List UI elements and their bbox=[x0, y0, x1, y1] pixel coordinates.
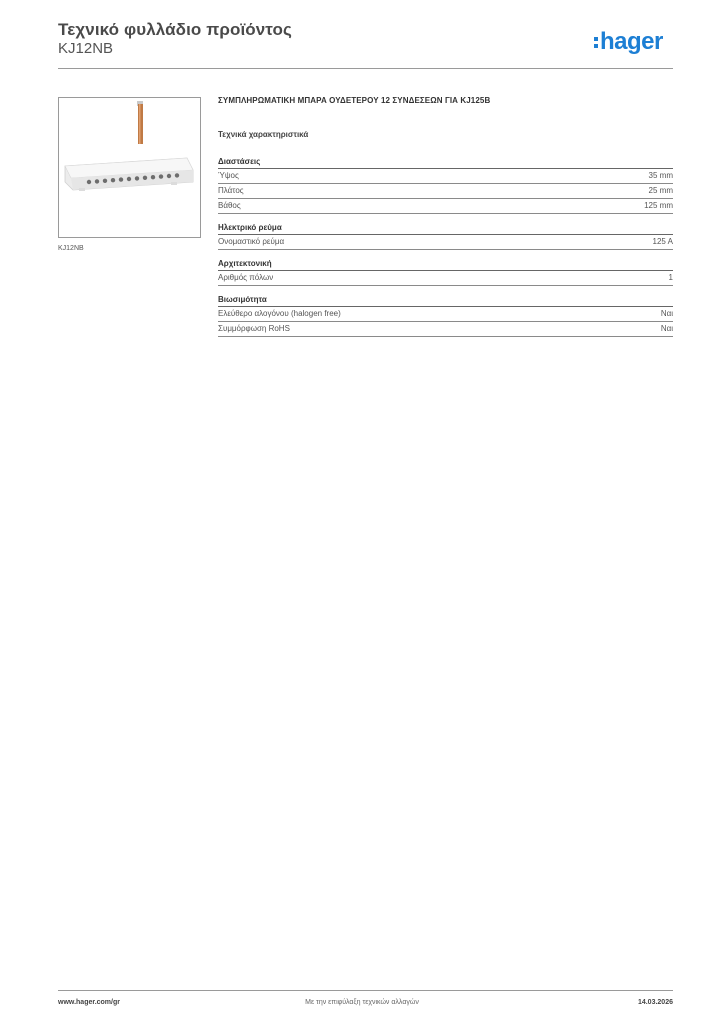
logo-dots-icon bbox=[594, 37, 598, 48]
product-reference: KJ12NB bbox=[58, 40, 114, 57]
spec-group-title: Ηλεκτρικό ρεύμα bbox=[218, 223, 673, 235]
spec-row bbox=[218, 271, 673, 286]
spec-value: 25 mm bbox=[648, 186, 673, 195]
spec-label: Αριθμός πόλων bbox=[218, 273, 274, 282]
spec-group-title: Αρχιτεκτονική bbox=[218, 259, 673, 271]
logo-text: hager bbox=[600, 28, 663, 55]
spec-group-title: Βιωσιμότητα bbox=[218, 295, 673, 307]
spec-sheet bbox=[218, 96, 673, 346]
document-title: Τεχνικό φυλλάδιο προϊόντος bbox=[58, 20, 292, 39]
spec-label: Συμμόρφωση RoHS bbox=[218, 324, 290, 333]
spec-row bbox=[218, 169, 673, 184]
spec-label: Ελεύθερο αλογόνου (halogen free) bbox=[218, 309, 341, 318]
spec-label: Βάθος bbox=[218, 201, 241, 210]
spec-value: 35 mm bbox=[648, 171, 673, 180]
spec-row bbox=[218, 199, 673, 214]
section-label: Τεχνικά χαρακτηριστικά bbox=[218, 130, 309, 139]
spec-value: 125 mm bbox=[644, 201, 673, 210]
spec-label: Ονομαστικό ρεύμα bbox=[218, 237, 285, 246]
spec-value: 125 A bbox=[652, 237, 673, 246]
spec-group bbox=[218, 157, 673, 214]
spec-group bbox=[218, 259, 673, 286]
header-divider bbox=[58, 68, 673, 69]
spec-value: Ναι bbox=[660, 309, 673, 318]
footer-date: 14.03.2026 bbox=[637, 999, 673, 1006]
product-image bbox=[58, 97, 201, 238]
spec-row bbox=[218, 322, 673, 337]
image-caption: KJ12NB bbox=[58, 245, 84, 252]
spec-groups bbox=[218, 157, 673, 337]
hager-logo bbox=[594, 28, 663, 56]
spec-group bbox=[218, 223, 673, 250]
footer-website: www.hager.com/gr bbox=[58, 999, 120, 1006]
spec-group bbox=[218, 295, 673, 337]
spec-row bbox=[218, 184, 673, 199]
spec-group-title: Διαστάσεις bbox=[218, 157, 673, 169]
neutral-bar-illustration bbox=[59, 98, 200, 237]
footer-notice: Με την επιφύλαξη τεχνικών αλλαγών bbox=[305, 999, 419, 1006]
spec-value: Ναι bbox=[660, 324, 673, 333]
spec-value: 1 bbox=[668, 273, 673, 282]
spec-label: Πλάτος bbox=[218, 186, 244, 195]
spec-row bbox=[218, 235, 673, 250]
footer-divider bbox=[58, 990, 673, 991]
spec-row bbox=[218, 307, 673, 322]
spec-label: Ύψος bbox=[218, 171, 239, 180]
product-title: ΣΥΜΠΛΗΡΩΜΑΤΙΚΗ ΜΠΑΡΑ ΟΥΔΕΤΕΡΟΥ 12 ΣΥΝΔΕΣΕΩΝ ΓΙΑ KJ125B bbox=[218, 96, 491, 105]
